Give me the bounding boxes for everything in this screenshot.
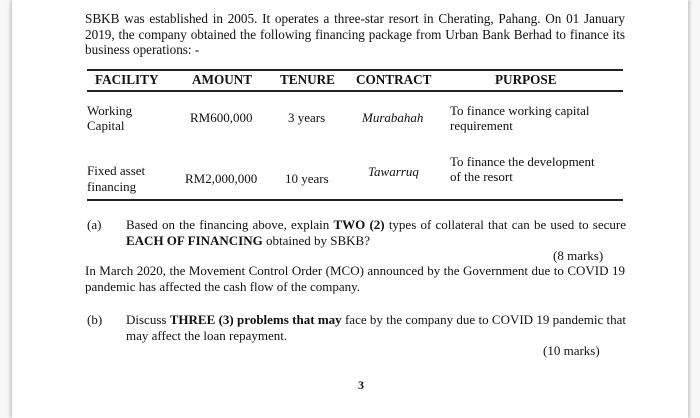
row2-tenure: 10 years bbox=[285, 171, 329, 186]
header-facility: FACILITY bbox=[95, 72, 159, 87]
row1-facility-line1: Working bbox=[87, 103, 133, 118]
document-page bbox=[12, 0, 688, 418]
question-a-label: (a) bbox=[87, 217, 102, 232]
table-top-rule bbox=[87, 69, 623, 71]
intro-paragraph: SBKB was established in 2005. It operates a three-star resort in Cherating, Pahang. On 01 January 2019, the company obtained the following financing package from Urban Bank Berhad to finance its business operations: - bbox=[85, 11, 625, 57]
header-amount: AMOUNT bbox=[192, 72, 253, 87]
question-b-text: Discuss THREE (3) problems that may face by the company due to COVID 19 pandemic that may affect the loan repayment. bbox=[126, 312, 627, 343]
header-tenure: TENURE bbox=[280, 72, 335, 87]
row2-contract: Tawarruq bbox=[368, 164, 419, 179]
question-a-marks: (8 marks) bbox=[553, 248, 604, 263]
mco-paragraph: In March 2020, the Movement Control Order (MCO) announced by the Government due to COVID 19 pandemic has affected the cash flow of the company. bbox=[85, 263, 625, 294]
row1-amount: RM600,000 bbox=[190, 110, 253, 125]
row1-purpose-line2: requirement bbox=[450, 118, 513, 133]
row1-purpose-line1: To finance working capital bbox=[450, 103, 590, 118]
header-contract: CONTRACT bbox=[356, 72, 432, 87]
question-a-text: Based on the financing above, explain TWO (2) types of collateral that can be used to secure EACH OF FINANCING obtained by SBKB? bbox=[126, 217, 626, 248]
header-purpose: PURPOSE bbox=[495, 72, 557, 87]
row2-amount: RM2,000,000 bbox=[185, 171, 258, 186]
row2-purpose-line1: To finance the development bbox=[450, 154, 595, 169]
question-b-marks: (10 marks) bbox=[543, 343, 600, 358]
row1-tenure: 3 years bbox=[288, 110, 326, 125]
row2-facility-line2: financing bbox=[87, 179, 137, 194]
question-b-label: (b) bbox=[87, 312, 103, 327]
table-header-rule bbox=[87, 90, 623, 92]
row1-facility-line2: Capital bbox=[87, 118, 125, 133]
row2-facility-line1: Fixed asset bbox=[87, 163, 146, 178]
page-number: 3 bbox=[358, 378, 364, 392]
row2-purpose-line2: of the resort bbox=[450, 169, 513, 184]
table-bottom-rule bbox=[87, 199, 623, 201]
row1-contract: Murabahah bbox=[362, 110, 424, 125]
